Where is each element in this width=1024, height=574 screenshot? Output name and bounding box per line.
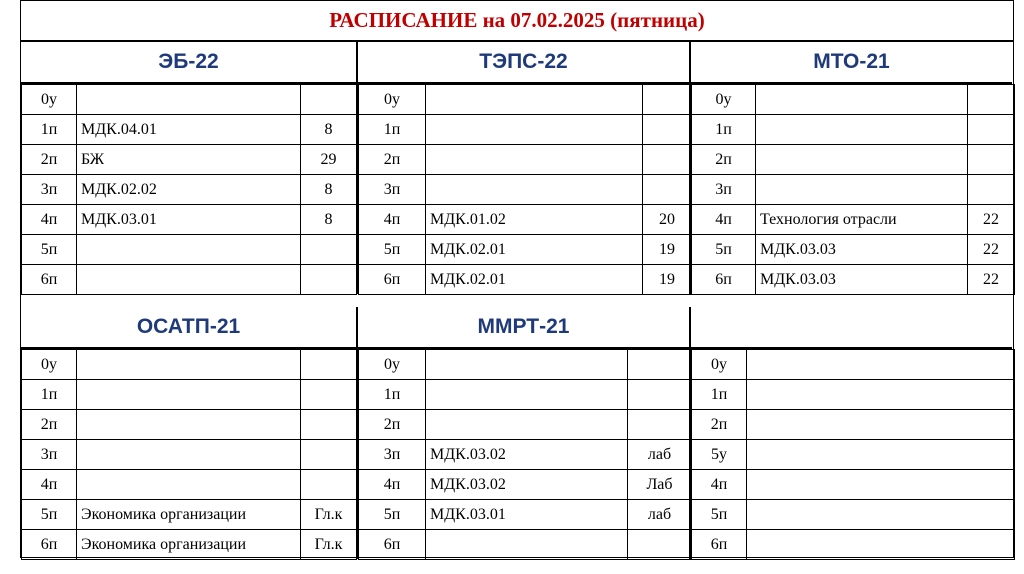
lesson-row <box>359 380 692 410</box>
subject-cell <box>747 380 1015 410</box>
slot-label: 0у <box>692 350 747 380</box>
lesson-row <box>692 410 1015 440</box>
lesson-row <box>359 175 692 205</box>
lesson-table <box>691 84 1015 295</box>
lesson-row <box>692 145 1015 175</box>
slot-label: 3п <box>22 440 77 470</box>
room-cell <box>968 145 1015 175</box>
slot-label: 4п <box>22 205 77 235</box>
room-cell <box>301 440 357 470</box>
slot-label: 5у <box>692 440 747 470</box>
lesson-row <box>359 205 692 235</box>
lesson-table <box>21 349 357 560</box>
lesson-row <box>22 265 357 295</box>
group-name: ЭБ-22 <box>21 42 356 84</box>
slot-label: 1п <box>22 115 77 145</box>
slot-label: 4п <box>692 470 747 500</box>
room-cell <box>968 175 1015 205</box>
slot-label: 1п <box>359 380 426 410</box>
lesson-row <box>692 440 1015 470</box>
subject-cell <box>77 440 301 470</box>
subject-cell: МДК.04.01 <box>77 115 301 145</box>
room-cell <box>628 530 692 560</box>
slot-label: 6п <box>692 265 756 295</box>
group-block <box>356 42 689 294</box>
slot-label: 3п <box>22 175 77 205</box>
lesson-row <box>359 440 692 470</box>
slot-label: 2п <box>22 145 77 175</box>
slot-label: 6п <box>22 265 77 295</box>
subject-cell <box>747 350 1015 380</box>
lesson-row <box>22 500 357 530</box>
room-cell <box>301 350 357 380</box>
subject-cell: МДК.02.02 <box>77 175 301 205</box>
subject-cell: МДК.03.01 <box>77 205 301 235</box>
subject-cell <box>426 380 628 410</box>
slot-label: 5п <box>359 235 426 265</box>
lesson-row <box>22 115 357 145</box>
lesson-row <box>359 530 692 560</box>
subject-cell <box>747 410 1015 440</box>
lesson-row <box>359 410 692 440</box>
slot-label: 5п <box>692 235 756 265</box>
schedule-sheet <box>20 0 1014 558</box>
group-block <box>21 42 356 294</box>
subject-cell <box>77 470 301 500</box>
lesson-row <box>22 470 357 500</box>
room-cell <box>628 350 692 380</box>
subject-cell: МДК.03.01 <box>426 500 628 530</box>
lesson-row <box>22 235 357 265</box>
subject-cell <box>426 175 643 205</box>
lesson-row <box>359 235 692 265</box>
subject-cell: МДК.02.01 <box>426 265 643 295</box>
subject-cell: Экономика организации <box>77 500 301 530</box>
subject-cell: МДК.03.03 <box>756 265 968 295</box>
room-cell <box>643 175 692 205</box>
slot-label: 6п <box>359 530 426 560</box>
lesson-row <box>692 235 1015 265</box>
subject-cell <box>77 410 301 440</box>
slot-label: 2п <box>692 410 747 440</box>
room-cell <box>968 115 1015 145</box>
subject-cell <box>747 440 1015 470</box>
subject-cell <box>756 85 968 115</box>
slot-label: 3п <box>359 440 426 470</box>
slot-label: 5п <box>359 500 426 530</box>
slot-label: 4п <box>692 205 756 235</box>
subject-cell <box>77 380 301 410</box>
slot-label: 3п <box>692 175 756 205</box>
slot-label: 2п <box>359 145 426 175</box>
group-name: ТЭПС-22 <box>358 42 689 84</box>
subject-cell: Экономика организации <box>77 530 301 560</box>
room-cell <box>968 85 1015 115</box>
room-cell: Лаб <box>628 470 692 500</box>
lesson-row <box>359 85 692 115</box>
room-cell: 19 <box>643 265 692 295</box>
lesson-row <box>692 530 1015 560</box>
subject-cell: МДК.03.03 <box>756 235 968 265</box>
slot-label: 4п <box>359 470 426 500</box>
subject-cell: МДК.01.02 <box>426 205 643 235</box>
lesson-row <box>359 265 692 295</box>
slot-label: 6п <box>359 265 426 295</box>
subject-cell <box>77 265 301 295</box>
lesson-row <box>692 470 1015 500</box>
room-cell: 22 <box>968 235 1015 265</box>
room-cell: лаб <box>628 440 692 470</box>
room-cell: 22 <box>968 265 1015 295</box>
lesson-row <box>692 500 1015 530</box>
room-cell <box>628 410 692 440</box>
room-cell: 8 <box>301 205 357 235</box>
lesson-row <box>692 115 1015 145</box>
room-cell: 19 <box>643 235 692 265</box>
slot-label: 6п <box>692 530 747 560</box>
slot-label: 1п <box>359 115 426 145</box>
slot-label: 0у <box>359 350 426 380</box>
lesson-row <box>22 440 357 470</box>
slot-label: 1п <box>692 115 756 145</box>
subject-cell <box>747 470 1015 500</box>
subject-cell <box>77 350 301 380</box>
group-block <box>689 307 1012 559</box>
lesson-table <box>358 349 692 560</box>
room-cell: Гл.к <box>301 530 357 560</box>
slot-label: 1п <box>22 380 77 410</box>
lesson-row <box>359 470 692 500</box>
slot-label: 4п <box>359 205 426 235</box>
slot-label: 6п <box>22 530 77 560</box>
group-block <box>356 307 689 559</box>
slot-label: 1п <box>692 380 747 410</box>
lesson-row <box>692 205 1015 235</box>
slot-label: 0у <box>22 85 77 115</box>
subject-cell <box>77 235 301 265</box>
room-cell <box>301 235 357 265</box>
lesson-table <box>21 84 357 295</box>
room-cell <box>301 410 357 440</box>
subject-cell <box>426 85 643 115</box>
subject-cell: МДК.02.01 <box>426 235 643 265</box>
group-name <box>691 307 1012 349</box>
room-cell <box>643 145 692 175</box>
subject-cell: МДК.03.02 <box>426 470 628 500</box>
slot-label: 0у <box>359 85 426 115</box>
slot-label: 3п <box>359 175 426 205</box>
lesson-row <box>22 85 357 115</box>
lesson-row <box>359 350 692 380</box>
lesson-row <box>22 380 357 410</box>
lesson-row <box>359 145 692 175</box>
lesson-table <box>691 349 1015 560</box>
slot-label: 2п <box>359 410 426 440</box>
room-cell <box>628 380 692 410</box>
lesson-row <box>692 350 1015 380</box>
subject-cell: МДК.03.02 <box>426 440 628 470</box>
group-name: ММРТ-21 <box>358 307 689 349</box>
room-cell: Гл.к <box>301 500 357 530</box>
schedule-title: РАСПИСАНИЕ на 07.02.2025 (пятница) <box>21 1 1013 42</box>
group-name: ОСАТП-21 <box>21 307 356 349</box>
subject-cell <box>756 145 968 175</box>
room-cell <box>643 115 692 145</box>
lesson-row <box>22 145 357 175</box>
subject-cell <box>747 500 1015 530</box>
group-block <box>21 307 356 559</box>
lesson-row <box>22 205 357 235</box>
slot-label: 5п <box>692 500 747 530</box>
room-cell <box>301 265 357 295</box>
room-cell: 29 <box>301 145 357 175</box>
lesson-row <box>22 350 357 380</box>
lesson-row <box>692 85 1015 115</box>
room-cell <box>301 470 357 500</box>
subject-cell <box>756 115 968 145</box>
group-name: МТО-21 <box>691 42 1012 84</box>
lesson-row <box>359 500 692 530</box>
subject-cell: Технология отрасли <box>756 205 968 235</box>
subject-cell <box>426 350 628 380</box>
lesson-row <box>692 380 1015 410</box>
subject-cell <box>426 115 643 145</box>
slot-label: 2п <box>22 410 77 440</box>
subject-cell <box>756 175 968 205</box>
slot-label: 2п <box>692 145 756 175</box>
room-cell: 8 <box>301 175 357 205</box>
subject-cell: БЖ <box>77 145 301 175</box>
room-cell <box>643 85 692 115</box>
lesson-row <box>22 410 357 440</box>
room-cell: 20 <box>643 205 692 235</box>
slot-label: 5п <box>22 235 77 265</box>
slot-label: 0у <box>692 85 756 115</box>
room-cell: 8 <box>301 115 357 145</box>
slot-label: 5п <box>22 500 77 530</box>
subject-cell <box>426 145 643 175</box>
slot-label: 0у <box>22 350 77 380</box>
lesson-row <box>22 530 357 560</box>
room-cell: лаб <box>628 500 692 530</box>
lesson-row <box>692 175 1015 205</box>
subject-cell <box>747 530 1015 560</box>
room-cell: 22 <box>968 205 1015 235</box>
room-cell <box>301 85 357 115</box>
subject-cell <box>77 85 301 115</box>
subject-cell <box>426 410 628 440</box>
slot-label: 4п <box>22 470 77 500</box>
lesson-row <box>359 115 692 145</box>
lesson-row <box>692 265 1015 295</box>
room-cell <box>301 380 357 410</box>
group-block <box>689 42 1012 294</box>
subject-cell <box>426 530 628 560</box>
lesson-table <box>358 84 692 295</box>
lesson-row <box>22 175 357 205</box>
